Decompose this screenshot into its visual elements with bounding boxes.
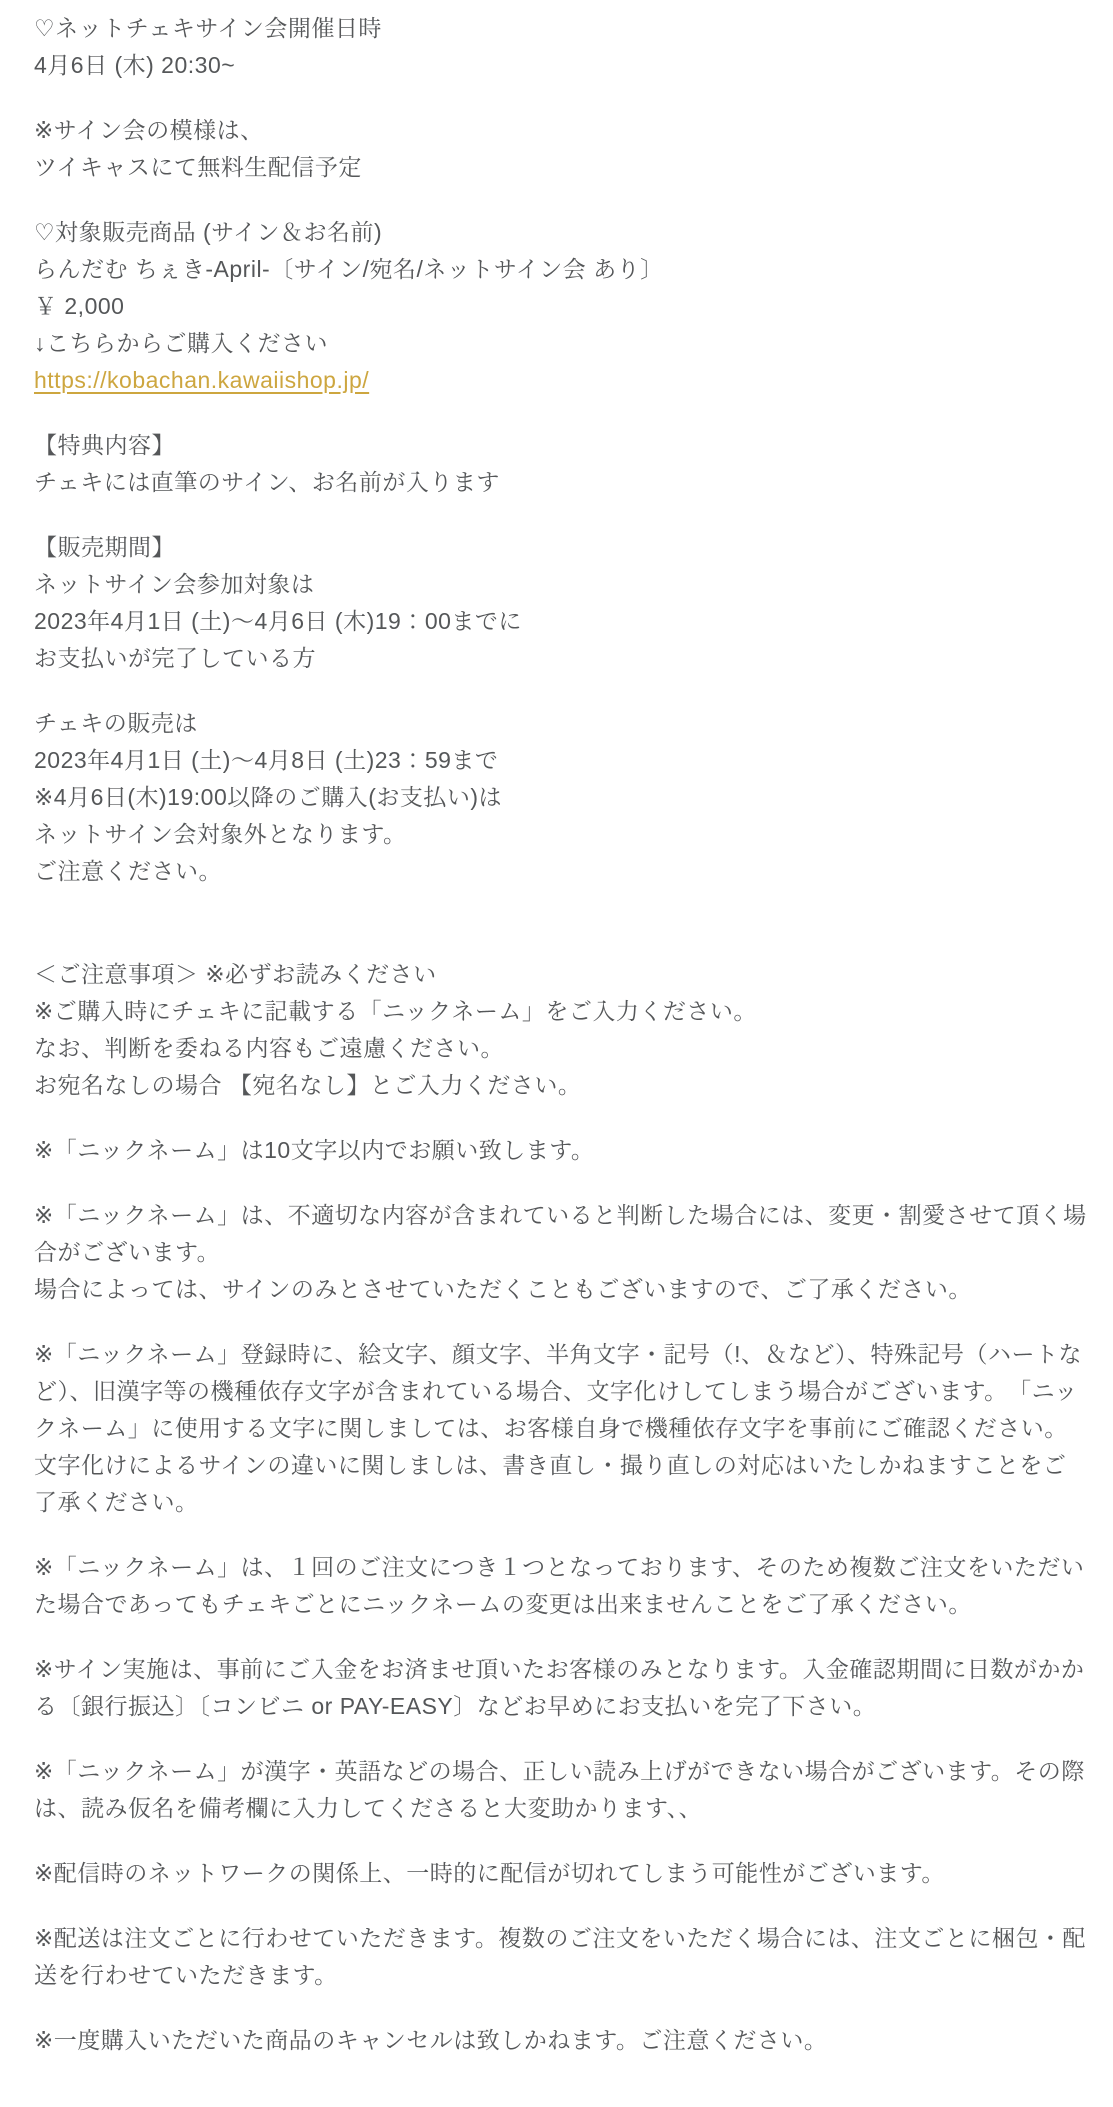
section-note-nickname-length <box>34 1132 1087 1169</box>
benefit-heading: 【特典内容】 <box>34 432 175 458</box>
benefit-description: チェキには直筆のサイン、お名前が入ります <box>34 469 500 495</box>
text-line: チェキの販売は <box>34 710 198 736</box>
text-line: ※「ニックネーム」は、１回のご注文につき１つとなっております、そのため複数ご注文をいただいた場合であってもチェキごとにニックネームの変更は出来ませんことをご了承ください。 <box>34 1554 1085 1617</box>
text-line: 2023年4月1日 (土)～4月8日 (土)23：59まで <box>34 747 499 773</box>
text-line: ※サイン実施は、事前にご入金をお済ませ頂いたお客様のみとなります。入金確認期間に日数がかかる〔銀行振込〕〔コンビニ or PAY-EASY〕などお早めにお支払いを完了下さい。 <box>34 1656 1085 1719</box>
text-line: ネットサイン会対象外となります。 <box>34 821 407 847</box>
broadcast-note-line: ツイキャスにて無料生配信予定 <box>34 154 362 180</box>
section-sales-period-signing <box>34 529 1087 677</box>
text-line: ※「ニックネーム」は、不適切な内容が含まれていると判断した場合には、変更・割愛させて頂く場合がございます。 <box>34 1202 1087 1265</box>
text-line: ※一度購入いただいた商品のキャンセルは致しかねます。ご注意ください。 <box>34 2027 828 2053</box>
product-price: ￥ 2,000 <box>34 293 125 319</box>
product-heading: ♡対象販売商品 (サイン＆お名前) <box>34 219 383 245</box>
section-note-nickname-content <box>34 1197 1087 1308</box>
section-note-charset <box>34 1336 1087 1521</box>
text-line: お支払いが完了している方 <box>34 645 316 671</box>
sales-period-heading: 【販売期間】 <box>34 534 175 560</box>
text-line: お宛名なしの場合 【宛名なし】とご入力ください。 <box>34 1072 582 1098</box>
section-broadcast <box>34 112 1087 186</box>
text-line: ネットサイン会参加対象は <box>34 571 315 597</box>
text-line: ※「ニックネーム」が漢字・英語などの場合、正しい読み上げができない場合がございます。その際は、読み仮名を備考欄に入力してくださると大変助かります、、 <box>34 1758 1085 1821</box>
section-note-network <box>34 1855 1087 1892</box>
text-line: 2023年4月1日 (土)～4月6日 (木)19：00までに <box>34 608 522 634</box>
text-line: ※「ニックネーム」登録時に、絵文字、顔文字、半角文字・記号（!、＆など）、特殊記号（ハートなど）、旧漢字等の機種依存文字が含まれている場合、文字化けしてしまう場合がございます。 「ニックネーム」に使用する文字に関しましては、お客様自身で機種依存文字を事前にご確認ください。文字化けによるサインの違いに関しましは、書き直し・撮り直しの対応はいたしかねますことをご了承ください。 <box>34 1341 1083 1515</box>
section-note-reading <box>34 1753 1087 1827</box>
event-date-time: 4月6日 (木) 20:30~ <box>34 52 236 78</box>
purchase-prompt: ↓こちらからご購入ください <box>34 330 328 356</box>
broadcast-note-line: ※サイン会の模様は、 <box>34 117 264 143</box>
shop-link[interactable]: https://kobachan.kawaiishop.jp/ <box>34 367 370 393</box>
section-product <box>34 214 1087 399</box>
section-benefit <box>34 427 1087 501</box>
section-event-datetime <box>34 10 1087 84</box>
notes-heading: ＜ご注意事項＞ ※必ずお読みください <box>34 961 437 987</box>
text-line: ※「ニックネーム」は10文字以内でお願い致します。 <box>34 1137 595 1163</box>
product-name: らんだむ ちぇき-April-〔サイン/宛名/ネットサイン会 あり〕 <box>34 256 664 282</box>
section-note-shipping <box>34 1920 1087 1994</box>
text-line: 場合によっては、サインのみとさせていただくこともございますので、ご了承ください。 <box>34 1276 972 1302</box>
shop-link-line <box>34 362 1087 399</box>
section-note-one-nickname <box>34 1549 1087 1623</box>
text-line: ご注意ください。 <box>34 858 222 884</box>
event-heading: ♡ネットチェキサイン会開催日時 <box>34 15 382 41</box>
section-notes-intro <box>34 956 1087 1104</box>
text-line: ※4月6日(木)19:00以降のご購入(お支払い)は <box>34 784 503 810</box>
section-sales-period-cheki <box>34 705 1087 890</box>
text-line: ※配信時のネットワークの関係上、一時的に配信が切れてしまう可能性がございます。 <box>34 1860 945 1886</box>
text-line: なお、判断を委ねる内容もご遠慮ください。 <box>34 1035 504 1061</box>
section-note-payment <box>34 1651 1087 1725</box>
text-line: ※ご購入時にチェキに記載する「ニックネーム」をご入力ください。 <box>34 998 757 1024</box>
section-note-cancel <box>34 2022 1087 2059</box>
text-line: ※配送は注文ごとに行わせていただきます。複数のご注文をいただく場合には、注文ごとに梱包・配送を行わせていただきます。 <box>34 1925 1086 1988</box>
